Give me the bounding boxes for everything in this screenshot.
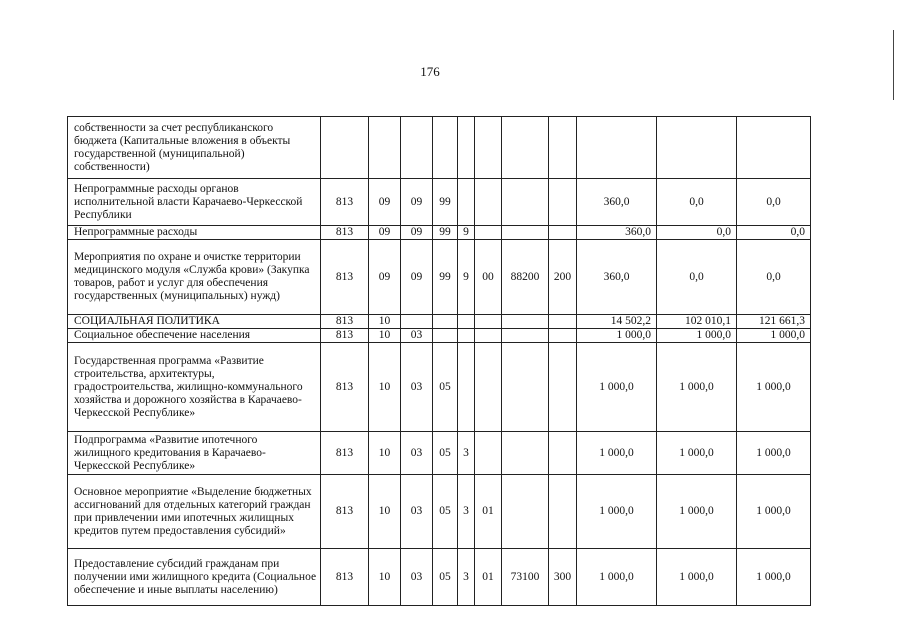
row-name-cell: СОЦИАЛЬНАЯ ПОЛИТИКА (68, 315, 321, 329)
amount-year-2-cell: 0,0 (657, 226, 737, 240)
program-code-cell: 99 (433, 226, 458, 240)
event-code-cell (475, 226, 502, 240)
event-code-cell (475, 343, 502, 432)
section-code-cell: 10 (369, 343, 401, 432)
section-code-cell: 09 (369, 240, 401, 315)
ministry-code-cell: 813 (321, 329, 369, 343)
subsection-code-cell: 09 (401, 240, 433, 315)
event-code-cell: 01 (475, 549, 502, 606)
event-code-cell (475, 432, 502, 475)
table-row (68, 475, 811, 549)
subsection-code-cell: 03 (401, 475, 433, 549)
program-code-cell: 05 (433, 432, 458, 475)
row-name-cell: Основное мероприятие «Выделение бюджетных ассигнований для отдельных категорий граждан при привлечении ими ипотечных жилищных кредитов путем предоставления субсидий» (68, 475, 321, 549)
amount-year-3-cell: 1 000,0 (737, 343, 811, 432)
table-body (68, 117, 811, 606)
row-name-cell: Подпрограмма «Развитие ипотечного жилищного кредитования в Карачаево-Черкесской Республике» (68, 432, 321, 475)
event-code-cell: 01 (475, 475, 502, 549)
subsection-code-cell: 03 (401, 343, 433, 432)
row-name-cell: Предоставление субсидий гражданам при получении ими жилищного кредита (Социальное обеспечение и иные выплаты населению) (68, 549, 321, 606)
amount-year-1-cell: 360,0 (577, 240, 657, 315)
amount-year-2-cell (657, 117, 737, 179)
amount-year-3-cell: 0,0 (737, 226, 811, 240)
ministry-code-cell: 813 (321, 432, 369, 475)
amount-year-1-cell: 1 000,0 (577, 329, 657, 343)
amount-year-3-cell: 1 000,0 (737, 475, 811, 549)
section-code-cell: 10 (369, 315, 401, 329)
expense-type-cell: 300 (549, 549, 577, 606)
amount-year-1-cell: 1 000,0 (577, 475, 657, 549)
scan-margin-line (893, 30, 894, 100)
event-code-cell (475, 315, 502, 329)
section-code-cell: 09 (369, 226, 401, 240)
row-name-cell: собственности за счет республиканского бюджета (Капитальные вложения в объекты государственной (муниципальной) собственности) (68, 117, 321, 179)
subprogram-code-cell (458, 329, 475, 343)
event-code-cell (475, 117, 502, 179)
program-code-cell: 99 (433, 179, 458, 226)
subprogram-code-cell: 3 (458, 432, 475, 475)
expense-type-cell (549, 432, 577, 475)
program-code-cell (433, 117, 458, 179)
expense-type-cell (549, 315, 577, 329)
amount-year-1-cell: 360,0 (577, 179, 657, 226)
amount-year-1-cell (577, 117, 657, 179)
subprogram-code-cell (458, 179, 475, 226)
amount-year-2-cell: 1 000,0 (657, 329, 737, 343)
row-name-cell: Непрограммные расходы (68, 226, 321, 240)
amount-year-3-cell: 0,0 (737, 240, 811, 315)
program-code-cell (433, 329, 458, 343)
amount-year-2-cell: 0,0 (657, 240, 737, 315)
table-row (68, 226, 811, 240)
program-code-cell: 05 (433, 343, 458, 432)
expense-type-cell (549, 343, 577, 432)
amount-year-2-cell: 102 010,1 (657, 315, 737, 329)
table-row (68, 549, 811, 606)
direction-code-cell (502, 117, 549, 179)
program-code-cell: 05 (433, 475, 458, 549)
ministry-code-cell: 813 (321, 240, 369, 315)
subsection-code-cell: 03 (401, 432, 433, 475)
ministry-code-cell: 813 (321, 315, 369, 329)
table-row (68, 432, 811, 475)
amount-year-3-cell: 1 000,0 (737, 329, 811, 343)
table-row (68, 315, 811, 329)
amount-year-1-cell: 14 502,2 (577, 315, 657, 329)
direction-code-cell (502, 315, 549, 329)
amount-year-2-cell: 0,0 (657, 179, 737, 226)
amount-year-1-cell: 1 000,0 (577, 343, 657, 432)
subsection-code-cell: 03 (401, 549, 433, 606)
table-row (68, 179, 811, 226)
subsection-code-cell (401, 117, 433, 179)
subprogram-code-cell (458, 343, 475, 432)
row-name-cell: Социальное обеспечение населения (68, 329, 321, 343)
expense-type-cell (549, 226, 577, 240)
amount-year-3-cell: 1 000,0 (737, 549, 811, 606)
budget-table (67, 116, 811, 606)
section-code-cell: 10 (369, 432, 401, 475)
table-row (68, 343, 811, 432)
expense-type-cell (549, 117, 577, 179)
subprogram-code-cell (458, 117, 475, 179)
ministry-code-cell: 813 (321, 343, 369, 432)
section-code-cell: 09 (369, 179, 401, 226)
amount-year-2-cell: 1 000,0 (657, 432, 737, 475)
subsection-code-cell (401, 315, 433, 329)
event-code-cell: 00 (475, 240, 502, 315)
section-code-cell: 10 (369, 549, 401, 606)
section-code-cell (369, 117, 401, 179)
direction-code-cell (502, 179, 549, 226)
amount-year-3-cell: 1 000,0 (737, 432, 811, 475)
table-row (68, 240, 811, 315)
subprogram-code-cell: 3 (458, 475, 475, 549)
section-code-cell: 10 (369, 475, 401, 549)
program-code-cell: 99 (433, 240, 458, 315)
expense-type-cell (549, 475, 577, 549)
ministry-code-cell: 813 (321, 549, 369, 606)
table-row (68, 329, 811, 343)
subsection-code-cell: 09 (401, 179, 433, 226)
subprogram-code-cell: 9 (458, 240, 475, 315)
subprogram-code-cell: 9 (458, 226, 475, 240)
program-code-cell (433, 315, 458, 329)
page-number: 176 (420, 64, 440, 79)
subprogram-code-cell: 3 (458, 549, 475, 606)
subsection-code-cell: 09 (401, 226, 433, 240)
direction-code-cell (502, 432, 549, 475)
amount-year-3-cell (737, 117, 811, 179)
row-name-cell: Государственная программа «Развитие строительства, архитектуры, градостроительства, жилищно-коммунального хозяйства и дорожного хозяйства в Карачаево-Черкесской Республике» (68, 343, 321, 432)
expense-type-cell (549, 329, 577, 343)
section-code-cell: 10 (369, 329, 401, 343)
ministry-code-cell (321, 117, 369, 179)
amount-year-1-cell: 360,0 (577, 226, 657, 240)
amount-year-1-cell: 1 000,0 (577, 432, 657, 475)
direction-code-cell (502, 226, 549, 240)
direction-code-cell (502, 329, 549, 343)
amount-year-3-cell: 0,0 (737, 179, 811, 226)
amount-year-3-cell: 121 661,3 (737, 315, 811, 329)
amount-year-2-cell: 1 000,0 (657, 343, 737, 432)
amount-year-1-cell: 1 000,0 (577, 549, 657, 606)
table-row (68, 117, 811, 179)
amount-year-2-cell: 1 000,0 (657, 549, 737, 606)
program-code-cell: 05 (433, 549, 458, 606)
direction-code-cell: 73100 (502, 549, 549, 606)
event-code-cell (475, 179, 502, 226)
direction-code-cell (502, 475, 549, 549)
row-name-cell: Непрограммные расходы органов исполнительной власти Карачаево-Черкесской Республики (68, 179, 321, 226)
row-name-cell: Мероприятия по охране и очистке территории медицинского модуля «Служба крови» (Закупка товаров, работ и услуг для обеспечения государственных (муниципальных) нужд) (68, 240, 321, 315)
ministry-code-cell: 813 (321, 475, 369, 549)
ministry-code-cell: 813 (321, 179, 369, 226)
expense-type-cell: 200 (549, 240, 577, 315)
event-code-cell (475, 329, 502, 343)
ministry-code-cell: 813 (321, 226, 369, 240)
direction-code-cell: 88200 (502, 240, 549, 315)
subsection-code-cell: 03 (401, 329, 433, 343)
expense-type-cell (549, 179, 577, 226)
subprogram-code-cell (458, 315, 475, 329)
amount-year-2-cell: 1 000,0 (657, 475, 737, 549)
direction-code-cell (502, 343, 549, 432)
